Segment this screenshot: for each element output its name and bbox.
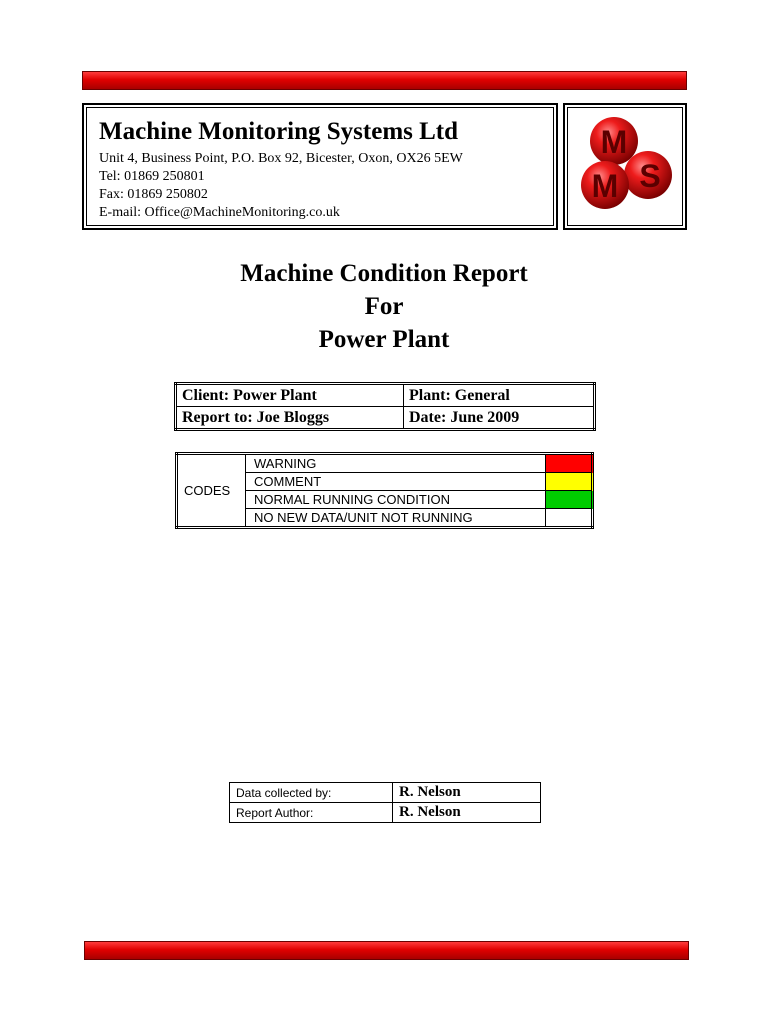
logo-letter-s: S bbox=[639, 158, 661, 194]
plant-cell: Plant: General bbox=[404, 384, 595, 407]
top-red-bar bbox=[82, 71, 687, 90]
data-collected-value: R. Nelson bbox=[393, 783, 541, 803]
company-fax: Fax: 01869 250802 bbox=[99, 187, 208, 202]
company-address: Unit 4, Business Point, P.O. Box 92, Bicester, Oxon, OX26 5EW bbox=[99, 151, 463, 166]
data-collected-label: Data collected by: bbox=[230, 783, 393, 803]
report-title bbox=[0, 257, 768, 356]
company-email: E-mail: Office@MachineMonitoring.co.uk bbox=[99, 205, 340, 220]
code-warning-swatch bbox=[546, 454, 593, 473]
code-normal-swatch bbox=[546, 491, 593, 509]
logo-letter-m-top: M bbox=[600, 124, 628, 160]
code-normal-label: NORMAL RUNNING CONDITION bbox=[246, 491, 546, 509]
mms-logo bbox=[568, 108, 682, 225]
bottom-red-bar bbox=[84, 941, 689, 960]
author-table bbox=[229, 782, 541, 823]
codes-label: CODES bbox=[177, 454, 246, 528]
date-cell: Date: June 2009 bbox=[404, 407, 595, 430]
table-row bbox=[230, 803, 541, 823]
report-author-value: R. Nelson bbox=[393, 803, 541, 823]
table-row bbox=[230, 783, 541, 803]
report-author-label: Report Author: bbox=[230, 803, 393, 823]
company-tel: Tel: 01869 250801 bbox=[99, 169, 205, 184]
code-no-data-label: NO NEW DATA/UNIT NOT RUNNING bbox=[246, 509, 546, 528]
report-to-cell: Report to: Joe Bloggs bbox=[176, 407, 404, 430]
code-comment-swatch bbox=[546, 473, 593, 491]
title-line-1: Machine Condition Report bbox=[240, 260, 528, 287]
code-warning-label: WARNING bbox=[246, 454, 546, 473]
report-info-table bbox=[174, 382, 596, 431]
logo-letter-m-bottom: M bbox=[591, 168, 619, 204]
table-row bbox=[177, 454, 593, 473]
company-logo-box bbox=[563, 103, 687, 230]
company-name: Machine Monitoring Systems Ltd bbox=[99, 118, 459, 145]
table-row bbox=[176, 407, 595, 430]
code-no-data-swatch bbox=[546, 509, 593, 528]
title-line-3: Power Plant bbox=[318, 326, 450, 353]
company-header-box bbox=[82, 103, 558, 230]
title-line-2: For bbox=[364, 293, 404, 320]
client-cell: Client: Power Plant bbox=[176, 384, 404, 407]
table-row bbox=[176, 384, 595, 407]
codes-legend-table bbox=[175, 452, 594, 529]
code-comment-label: COMMENT bbox=[246, 473, 546, 491]
